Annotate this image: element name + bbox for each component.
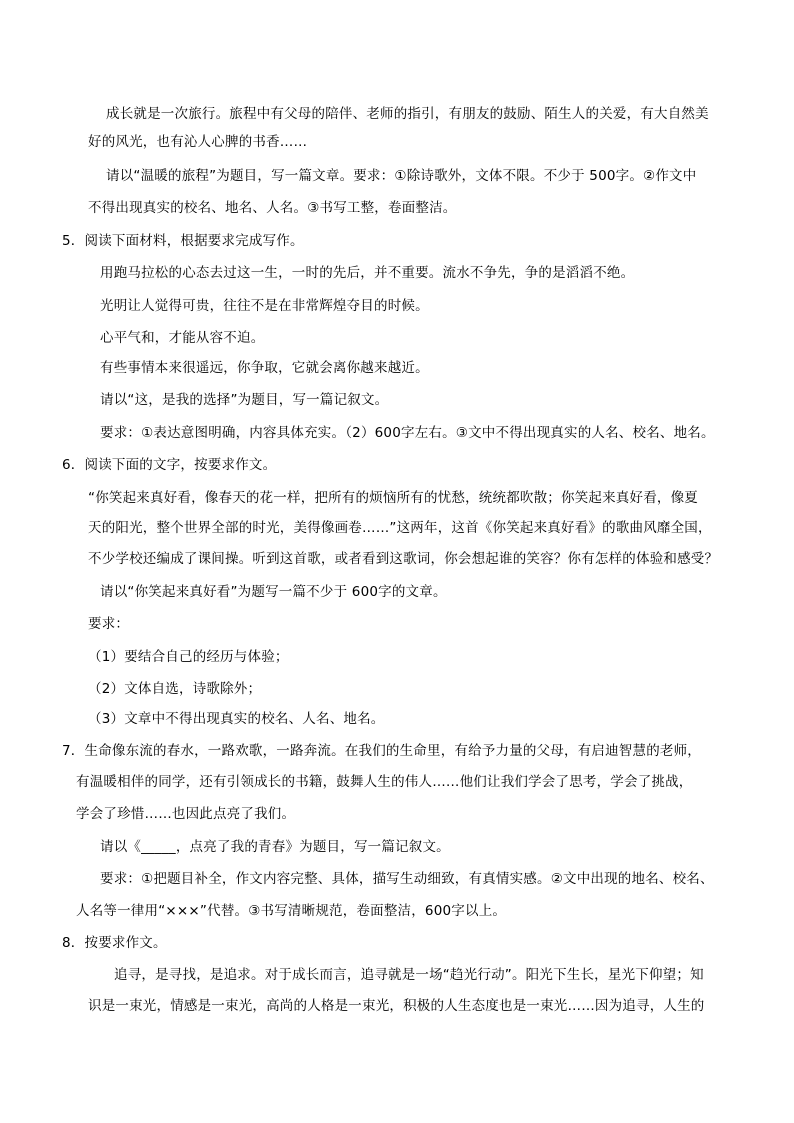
passage-line: 不少学校还编成了课间操。听到这首歌，或者看到这歌词，你会想起谁的笑容？你有怎样的体验和感受？ <box>88 551 719 567</box>
material-line: 有些事情本来很遥远，你争取，它就会离你越来越近。 <box>100 360 429 376</box>
passage-line: 识是一束光，情感是一束光，高尚的人格是一束光，积极的人生态度也是一束光……因为追寻，人生的 <box>88 998 705 1014</box>
question-heading: 8．按要求作文。 <box>62 935 167 951</box>
passage-line: 学会了珍惜……也因此点亮了我们。 <box>76 806 296 822</box>
requirement-item: （3）文章中不得出现真实的校名、人名、地名。 <box>88 711 385 727</box>
prompt-line: 请以“这，是我的选择”为题目，写一篇记叙文。 <box>100 392 389 408</box>
prompt-line: 请以《_____，点亮了我的青春》为题目，写一篇记叙文。 <box>100 839 450 855</box>
requirement-item: （1）要结合自己的经历与体验； <box>88 649 289 665</box>
passage-line: 天的阳光，整个世界全部的时光，美得像画卷……”这两年，这首《你笑起来真好看》的歌曲风靡全国， <box>88 520 712 536</box>
passage-line: 成长就是一次旅行。旅程中有父母的陪伴、老师的指引，有朋友的鼓励、陌生人的关爱，有大自然美 <box>106 106 709 122</box>
material-line: 心平气和，才能从容不迫。 <box>100 330 265 346</box>
passage-line: “你笑起来真好看，像春天的花一样，把所有的烦恼所有的忧愁，统统都吹散；你笑起来真好看，像夏 <box>88 490 698 506</box>
passage-line: 好的风光，也有沁人心脾的书香…… <box>88 134 308 150</box>
requirement-line: 要求：①表达意图明确，内容具体充实。（2）600字左右。③文中不得出现真实的人名、校名、地名。 <box>100 425 715 441</box>
question-heading: 5．阅读下面材料，根据要求完成写作。 <box>62 233 304 249</box>
material-line: 用跑马拉松的心态去过这一生，一时的先后，并不重要。流水不争先，争的是滔滔不绝。 <box>100 265 635 281</box>
question-heading: 7．生命像东流的春水，一路欢歌，一路奔流。在我们的生命里，有给予力量的父母，有启迪智慧的老师， <box>62 743 701 759</box>
prompt-line: 请以“温暖的旅程”为题目，写一篇文章。要求：①除诗歌外，文体不限。不少于 500字。②作文中 <box>106 168 697 184</box>
prompt-line: 请以“你笑起来真好看”为题写一篇不少于 600字的文章。 <box>100 584 447 600</box>
prompt-line: 不得出现真实的校名、地名、人名。③书写工整，卷面整洁。 <box>88 200 457 216</box>
question-heading: 6．阅读下面的文字，按要求作文。 <box>62 457 277 473</box>
requirement-line: 人名等一律用“×××”代替。③书写清晰规范，卷面整洁，600字以上。 <box>76 903 507 919</box>
passage-line: 追寻，是寻找，是追求。对于成长而言，追寻就是一场“趋光行动”。阳光下生长，星光下仰望；知 <box>114 967 704 983</box>
passage-line: 有温暖相伴的同学，还有引领成长的书籍，鼓舞人生的伟人……他们让我们学会了思考，学会了挑战， <box>76 774 693 790</box>
requirement-line: 要求：①把题目补全，作文内容完整、具体，描写生动细致，有真情实感。②文中出现的地名、校名、 <box>100 871 714 887</box>
requirement-item: （2）文体自选，诗歌除外； <box>88 681 262 697</box>
material-line: 光明让人觉得可贵，往往不是在非常辉煌夺目的时候。 <box>100 298 429 314</box>
requirement-heading: 要求： <box>88 616 130 632</box>
